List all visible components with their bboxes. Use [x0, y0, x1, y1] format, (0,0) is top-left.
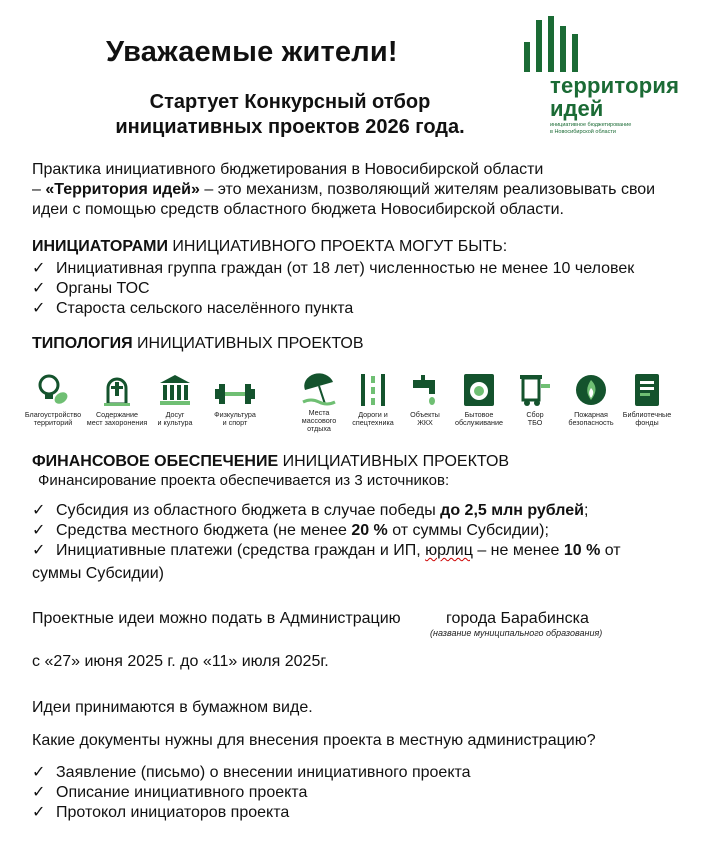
municipality-hint: (название муниципального образования) [430, 628, 603, 638]
faucet-icon [407, 372, 443, 408]
program-name: «Территория идей» [45, 181, 200, 198]
typology-item: Физкультура и спорт [200, 380, 270, 427]
check-icon: ✓ [32, 300, 46, 317]
logo-tagline-line-2: в Новосибирской области [550, 129, 616, 135]
list-item: ✓ Органы ТОС [32, 280, 150, 297]
typology-item: Досуг и культура [140, 372, 210, 427]
finance-list [32, 501, 682, 561]
list-item: ✓ Староста сельского населённого пункта [32, 300, 354, 317]
finance-heading: ФИНАНСОВОЕ ОБЕСПЕЧЕНИЕ ИНИЦИАТИВНЫХ ПРОЕКТОВ [32, 453, 510, 470]
washing-machine-icon [461, 372, 497, 408]
check-icon: ✓ [32, 280, 46, 297]
documents-question: Какие документы нужны для внесения проекта в местную администрацию? [32, 732, 596, 749]
museum-icon [157, 372, 193, 408]
list-item: ✓ Протокол инициаторов проекта [32, 804, 290, 821]
submission-dates: с «27» июня 2025 г. до «11» июля 2025г. [32, 653, 329, 670]
check-icon: ✓ [32, 804, 46, 821]
initiators-list [32, 259, 692, 319]
typology-item: Благоустройство территорий [18, 372, 88, 427]
check-icon: ✓ [32, 764, 46, 781]
trash-cart-icon [517, 372, 553, 408]
list-item: ✓ Описание инициативного проекта [32, 784, 308, 801]
check-icon: ✓ [32, 542, 46, 559]
list-item: ✓ Инициативная группа граждан (от 18 лет) численностью не менее 10 человек [32, 260, 635, 277]
fire-shield-icon [573, 372, 609, 408]
subtitle-line-2: инициативных проектов 2026 года. [115, 116, 465, 138]
documents-list [32, 763, 682, 823]
intro-line-3: идеи с помощью средств областного бюджета Новосибирской области. [32, 201, 564, 218]
submission-text: Проектные идеи можно подать в Администрацию [32, 610, 401, 627]
book-icon [629, 372, 665, 408]
typology-heading: ТИПОЛОГИЯ ИНИЦИАТИВНЫХ ПРОЕКТОВ [32, 335, 364, 352]
typology-item: Места массового отдыха [284, 372, 354, 433]
logo-text-line-2: идей [550, 96, 604, 121]
finance-subheading: Финансирование проекта обеспечивается из 3 источников: [38, 472, 450, 489]
list-item: ✓ Заявление (письмо) о внесении инициативного проекта [32, 764, 471, 781]
typology-item: Объекты ЖКХ [390, 372, 460, 427]
dumbbell-icon [215, 380, 255, 408]
municipality-name: города Барабинска [446, 610, 589, 627]
lightbulb-leaf-icon [35, 372, 71, 408]
check-icon: ✓ [32, 260, 46, 277]
territory-of-ideas-logo [520, 16, 690, 138]
check-icon: ✓ [32, 522, 46, 539]
list-item: ✓ Средства местного бюджета (не менее 20 % от суммы Субсидии); [32, 522, 549, 539]
subtitle-line-1: Стартует Конкурсный отбор [149, 91, 431, 113]
road-icon [355, 372, 391, 408]
finance-item3-continuation: суммы Субсидии) [32, 565, 164, 582]
typology-item: Бытовое обслуживание [444, 372, 514, 427]
check-icon: ✓ [32, 502, 46, 519]
logo-tagline [550, 122, 670, 136]
paper-format-note: Идеи принимаются в бумажном виде. [32, 699, 313, 716]
check-icon: ✓ [32, 784, 46, 801]
list-item: ✓ Инициативные платежи (средства граждан и ИП, юрлиц – не менее 10 % от [32, 542, 621, 559]
initiators-heading: ИНИЦИАТОРАМИ ИНИЦИАТИВНОГО ПРОЕКТА МОГУТ БЫТЬ: [32, 238, 508, 255]
list-item: ✓ Субсидия из областного бюджета в случае победы до 2,5 млн рублей; [32, 502, 589, 519]
page-title: Уважаемые жители! [106, 36, 398, 68]
logo-bars-icon [522, 16, 592, 72]
typology-item: Сбор ТБО [500, 372, 570, 427]
logo-tagline-line-1: инициативное бюджетирование [550, 122, 632, 128]
intro-line-1: Практика инициативного бюджетирования в Новосибирской области [32, 161, 544, 178]
typology-item: Дороги и спецтехника [338, 372, 408, 427]
umbrella-icon [299, 372, 339, 406]
intro-line-2: – «Территория идей» – это механизм, позволяющий жителям реализовывать свои [32, 181, 656, 198]
memorial-icon [99, 372, 135, 408]
typology-item: Пожарная безопасность [556, 372, 626, 427]
logo-text-line-1: территория [550, 73, 680, 98]
intro-paragraph [32, 160, 682, 220]
page-subtitle [60, 90, 520, 140]
typology-item: Библиотечные фонды [612, 372, 682, 427]
typology-item: Содержание мест захоронения [82, 372, 152, 427]
typology-icons-row [24, 372, 684, 442]
